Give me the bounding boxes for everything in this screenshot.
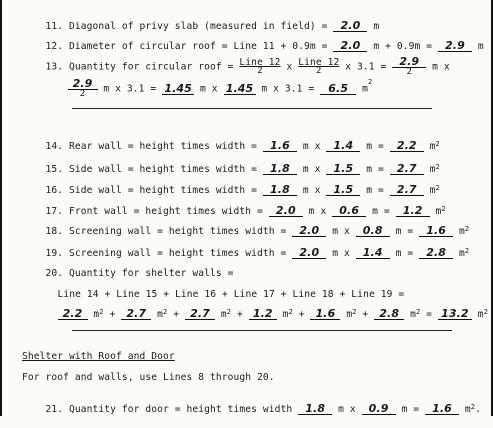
left-scan-edge [0,0,2,416]
line-20-total[interactable]: 13.2 [438,308,472,320]
line-20: 20. Quantity for shelter walls = [45,268,234,279]
line-19-height[interactable]: 2.0 [292,247,326,259]
section-divider-1 [72,108,432,109]
line-11-value[interactable]: 2.0 [333,20,367,32]
line-17: 17. Front wall = height times width = 2.0 m x 0.6 m = 1.2 $m^2$ [45,204,446,217]
line-20-value-4[interactable]: 1.2 [249,308,277,320]
line-15: 15. Side wall = height times width = 1.8 m x 1.5 m = 2.7 $m^2$ [45,162,440,175]
line-12-value-b[interactable]: 2.9 [438,40,472,52]
line-21-width[interactable]: 0.9 [362,403,396,415]
line-19-area[interactable]: 2.8 [419,247,453,259]
line-17-area[interactable]: 1.2 [396,205,430,217]
line-12: 12. Diameter of circular roof = Line 11 + 0.9m = 2.0 m + 0.9m = 2.9 m [45,39,484,52]
section-divider-2 [72,330,452,331]
line-12-value-a[interactable]: 2.0 [333,40,367,52]
line-21-height[interactable]: 1.8 [298,403,332,415]
line-16: 16. Side wall = height times width = 1.8 m x 1.5 m = 2.7 $m^2$ [45,183,440,196]
line-21: 21. Quantity for door = height times width 1.8 m x 0.9 m = 1.6 $m^2$. [45,402,481,415]
line-20-value-6[interactable]: 2.8 [374,308,404,320]
line-15-height[interactable]: 1.8 [263,163,297,175]
line-20-sum-formula: Line 14 + Line 15 + Line 16 + Line 17 + Line 18 + Line 19 = [57,289,405,300]
line-21-area[interactable]: 1.6 [425,403,459,415]
line-14-area[interactable]: 2.2 [390,140,424,152]
line-18-width[interactable]: 0.8 [356,225,390,237]
roof-walls-note: For roof and walls, use Lines 8 through 20. [22,372,275,383]
line-15-area[interactable]: 2.7 [390,163,424,175]
line-13-value-c[interactable]: 1.45 [162,83,194,95]
line-13: 13. Quantity for circular roof = $\frac{\text{Line 12}}{2}$ x $\frac{\text{Line 12}}{2}$ x $3.1 = \frac{2.9}{2}$ m x [45,55,450,77]
line-14: 14. Rear wall = height times width = 1.6 m x 1.4 m = 2.2 $m^2$ [45,139,440,152]
line-19-width[interactable]: 1.4 [356,247,390,259]
line-18: 18. Screening wall = height times width = 2.0 m x 0.8 m = 1.6 $m^2$ [45,224,470,237]
line-17-height[interactable]: 2.0 [269,205,303,217]
line-16-width[interactable]: 1.5 [326,184,360,196]
line-16-area[interactable]: 2.7 [390,184,424,196]
line-20-value-1[interactable]: 2.2 [58,308,88,320]
line-15-width[interactable]: 1.5 [326,163,360,175]
line-13-value-a[interactable]: 2.9 [392,56,426,68]
line-14-height[interactable]: 1.6 [263,140,297,152]
line-18-area[interactable]: 1.6 [419,225,453,237]
line-16-height[interactable]: 1.8 [263,184,297,196]
line-13-value-e[interactable]: 6.5 [320,83,356,95]
line-13-value-d[interactable]: 1.45 [224,83,256,95]
line-20-value-2[interactable]: 2.7 [121,308,151,320]
line-13-value-b[interactable]: 2.9 [68,78,98,90]
section-heading: Shelter with Roof and Door [22,351,175,362]
line-14-width[interactable]: 1.4 [326,140,360,152]
line-18-height[interactable]: 2.0 [292,225,326,237]
line-20-value-3[interactable]: 2.7 [185,308,215,320]
line-19: 19. Screening wall = height times width = 2.0 m x 1.4 m = 2.8 $m^2$ [45,246,470,259]
line-11: 11. Diagonal of privy slab (measured in field) = 2.0 m [45,19,380,32]
line-20-value-5[interactable]: 1.6 [310,308,340,320]
line-13-continued: $\frac{2.9}{2}$ m x 3.1 = 1.45 m x 1.45 m x 3.1 = 6.5 $m^2$ [44,66,372,111]
line-20-sum-values: 2.2 $m^2 + 2.7$ $m^2 + 2.7$ $m^2 + 1.2$ $m^2 + 1.6$ $m^2 + 2.8$ $m^2 = 13.2$ $m^2$ [34,296,488,333]
line-17-width[interactable]: 0.6 [332,205,366,217]
